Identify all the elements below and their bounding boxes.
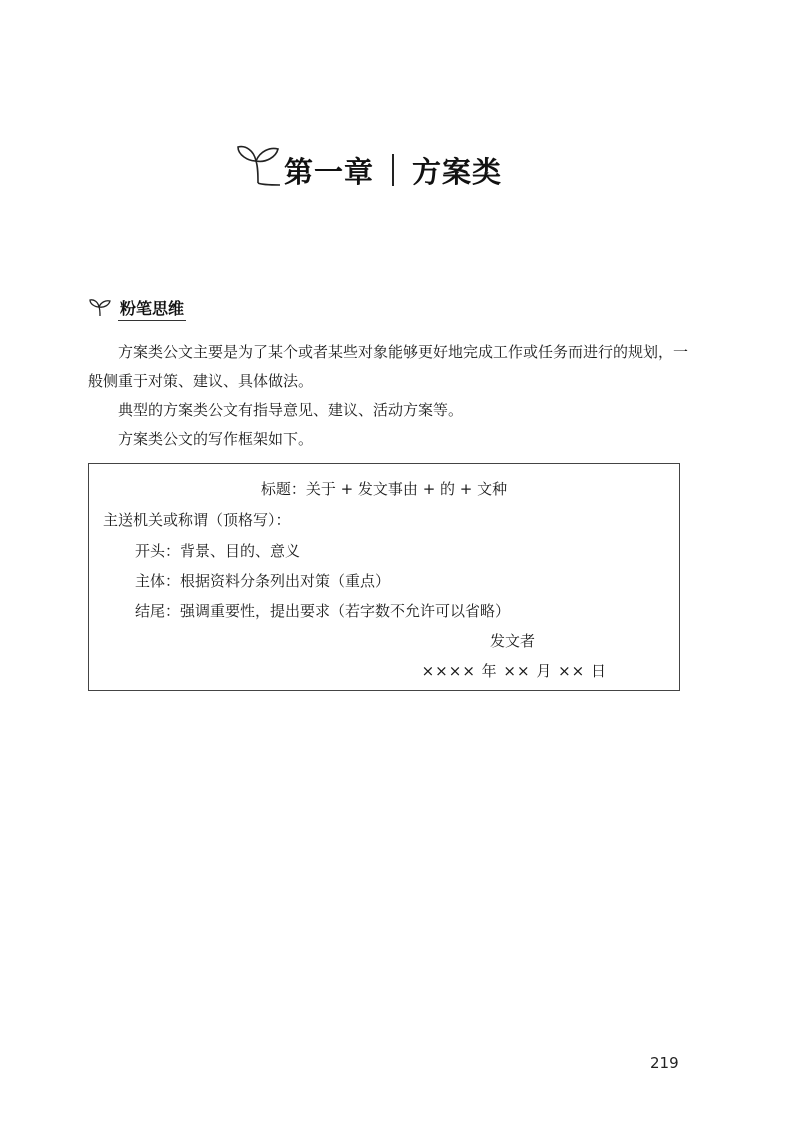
framework-body: 主体：根据资料分条列出对策（重点） bbox=[135, 572, 391, 590]
framework-title-line: 标题：关于 + 发文事由 + 的 + 文种 bbox=[260, 480, 508, 498]
paragraph: 方案类公文的写作框架如下。 bbox=[118, 430, 314, 448]
title-divider bbox=[392, 154, 394, 186]
sprout-icon bbox=[232, 137, 284, 189]
paragraph: 典型的方案类公文有指导意见、建议、活动方案等。 bbox=[118, 401, 464, 419]
framework-recipient: 主送机关或称谓（顶格写）： bbox=[103, 511, 291, 529]
chapter-title bbox=[232, 140, 502, 200]
section-title: 粉笔思维 bbox=[118, 296, 186, 321]
chapter-number: 第一章 bbox=[284, 154, 375, 189]
chapter-name: 方案类 bbox=[412, 154, 503, 189]
section-heading bbox=[88, 294, 186, 322]
writing-framework-box bbox=[88, 463, 680, 691]
framework-date: ×××× 年 ×× 月 ×× 日 bbox=[421, 662, 607, 680]
framework-opening: 开头：背景、目的、意义 bbox=[135, 542, 301, 560]
framework-ending: 结尾：强调重要性，提出要求（若字数不允许可以省略） bbox=[135, 602, 511, 620]
body-text bbox=[88, 338, 688, 454]
page-number: 219 bbox=[650, 1054, 679, 1072]
sprout-icon bbox=[88, 298, 112, 318]
framework-issuer: 发文者 bbox=[489, 632, 535, 650]
paragraph: 方案类公文主要是为了某个或者某些对象能够更好地完成工作或任务而进行的规划，一般侧重于对策、建议、具体做法。 bbox=[88, 343, 689, 390]
